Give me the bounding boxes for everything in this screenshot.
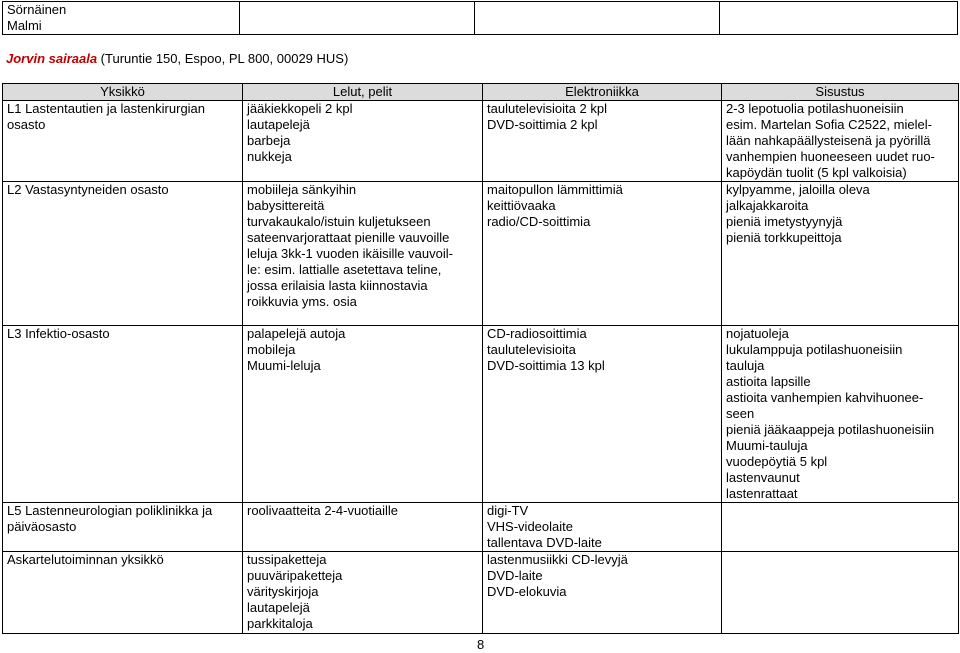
- table-row: [3, 182, 959, 326]
- table-row: [3, 503, 959, 552]
- electronics-item: DVD-laite: [487, 568, 543, 583]
- electronics-item: taulutelevisioita 2 kpl: [487, 101, 607, 116]
- furnishings-cell: [722, 503, 959, 552]
- toy-item: mobileja: [247, 342, 296, 357]
- furnishing-item: kapöydän tuolit (5 kpl valkoisia): [726, 165, 907, 180]
- toy-item: palapelejä autoja: [247, 326, 346, 341]
- location-cell: [3, 2, 240, 35]
- unit-line: L1 Lastentautien ja lastenkirurgian: [7, 101, 206, 116]
- toy-item: babysittereitä: [247, 198, 325, 213]
- needs-table: [2, 83, 959, 634]
- header-unit: Yksikkö: [3, 84, 243, 101]
- hospital-address: (Turuntie 150, Espoo, PL 800, 00029 HUS): [97, 51, 349, 66]
- furnishing-item: esim. Martelan Sofia C2522, mielel-: [726, 117, 932, 132]
- furnishing-item: jalkajakkaroita: [726, 198, 809, 213]
- header-toys: Lelut, pelit: [243, 84, 483, 101]
- furnishing-item: vanhempien huoneeseen uudet ruo-: [726, 149, 935, 164]
- toy-item: le: esim. lattialle asetettava teline,: [247, 262, 442, 277]
- toy-item: lautapelejä: [247, 117, 310, 132]
- toy-item: Muumi-leluja: [247, 358, 321, 373]
- furnishing-item: kylpyamme, jaloilla oleva: [726, 182, 870, 197]
- electronics-item: maitopullon lämmittimiä: [487, 182, 623, 197]
- furnishing-item: pieniä imetystyynyjä: [726, 214, 843, 229]
- furnishing-item: 2-3 lepotuolia potilashuoneisiin: [726, 101, 904, 116]
- electronics-item: tallentava DVD-laite: [487, 535, 602, 550]
- unit-cell: [3, 503, 243, 552]
- furnishing-item: pieniä torkkupeittoja: [726, 230, 842, 245]
- empty-cell: [720, 2, 958, 35]
- toy-item: roikkuvia yms. osia: [247, 294, 357, 309]
- toys-cell: [243, 552, 483, 634]
- unit-line: L3 Infektio-osasto: [7, 326, 110, 341]
- furnishing-item: seen: [726, 406, 755, 421]
- electronics-item: VHS-videolaite: [487, 519, 573, 534]
- electronics-item: radio/CD-soittimia: [487, 214, 591, 229]
- electronics-item: DVD-elokuvia: [487, 584, 567, 599]
- electronics-item: CD-radiosoittimia: [487, 326, 587, 341]
- electronics-cell: [483, 503, 722, 552]
- electronics-item: taulutelevisioita: [487, 342, 576, 357]
- location-header-table: [2, 1, 958, 35]
- hospital-name: Jorvin sairaala: [6, 51, 98, 66]
- furnishing-item: vuodepöytiä 5 kpl: [726, 454, 828, 469]
- furnishing-item: tauluja: [726, 358, 765, 373]
- unit-line: L5 Lastenneurologian poliklinikka ja: [7, 503, 213, 518]
- toys-cell: [243, 182, 483, 326]
- toy-item: puuväripaketteja: [247, 568, 343, 583]
- toy-item: parkkitaloja: [247, 616, 313, 631]
- toy-item: barbeja: [247, 133, 291, 148]
- unit-cell: [3, 326, 243, 503]
- unit-line: osasto: [7, 117, 46, 132]
- toys-cell: [243, 326, 483, 503]
- electronics-item: lastenmusiikki CD-levyjä: [487, 552, 628, 567]
- table-row: [3, 326, 959, 503]
- unit-line: L2 Vastasyntyneiden osasto: [7, 182, 169, 197]
- unit-line: Askartelutoiminnan yksikkö: [7, 552, 164, 567]
- empty-cell: [240, 2, 475, 35]
- unit-cell: [3, 552, 243, 634]
- electronics-item: DVD-soittimia 2 kpl: [487, 117, 598, 132]
- furnishing-item: lukulamppuja potilashuoneisiin: [726, 342, 903, 357]
- furnishing-item: pieniä jääkaappeja potilashuoneisiin: [726, 422, 935, 437]
- location-line: Sörnäinen: [7, 2, 67, 17]
- toy-item: nukkeja: [247, 149, 292, 164]
- toy-item: lautapelejä: [247, 600, 310, 615]
- toys-cell: [243, 101, 483, 182]
- unit-cell: [3, 101, 243, 182]
- electronics-cell: [483, 326, 722, 503]
- toy-item: leluja 3kk-1 vuoden ikäisille vauvoil-: [247, 246, 453, 261]
- electronics-cell: [483, 182, 722, 326]
- furnishing-item: nojatuoleja: [726, 326, 789, 341]
- electronics-item: keittiövaaka: [487, 198, 556, 213]
- electronics-item: DVD-soittimia 13 kpl: [487, 358, 605, 373]
- electronics-cell: [483, 552, 722, 634]
- furnishing-item: lastenrattaat: [726, 486, 798, 501]
- table-row: [3, 552, 959, 634]
- furnishing-item: lään nahkapäällysteisenä ja pyörillä: [726, 133, 931, 148]
- toy-item: sateenvarjorattaat pienille vauvoille: [247, 230, 450, 245]
- page-number: 8: [477, 637, 485, 652]
- unit-cell: [3, 182, 243, 326]
- furnishing-item: astioita lapsille: [726, 374, 811, 389]
- toy-item: jossa erilaisia lasta kiinnostavia: [247, 278, 428, 293]
- toy-item: tussipaketteja: [247, 552, 327, 567]
- furnishings-cell: [722, 182, 959, 326]
- toy-item: turvakaukalo/istuin kuljetukseen: [247, 214, 431, 229]
- header-furnishings: Sisustus: [722, 84, 959, 101]
- furnishings-cell: [722, 101, 959, 182]
- header-electronics: Elektroniikka: [483, 84, 722, 101]
- empty-cell: [475, 2, 720, 35]
- table-header-row: [3, 84, 959, 101]
- furnishings-cell: [722, 552, 959, 634]
- electronics-cell: [483, 101, 722, 182]
- table-row: [3, 101, 959, 182]
- toy-item: roolivaatteita 2-4-vuotiaille: [247, 503, 399, 518]
- toy-item: mobiileja sänkyihin: [247, 182, 357, 197]
- furnishing-item: astioita vanhempien kahvihuonee-: [726, 390, 924, 405]
- furnishing-item: lastenvaunut: [726, 470, 800, 485]
- furnishings-cell: [722, 326, 959, 503]
- toy-item: värityskirjoja: [247, 584, 319, 599]
- hospital-heading: [6, 51, 348, 67]
- location-line: Malmi: [7, 18, 42, 33]
- toys-cell: [243, 503, 483, 552]
- furnishing-item: Muumi-tauluja: [726, 438, 808, 453]
- electronics-item: digi-TV: [487, 503, 529, 518]
- unit-line: päiväosasto: [7, 519, 77, 534]
- toy-item: jääkiekkopeli 2 kpl: [247, 101, 353, 116]
